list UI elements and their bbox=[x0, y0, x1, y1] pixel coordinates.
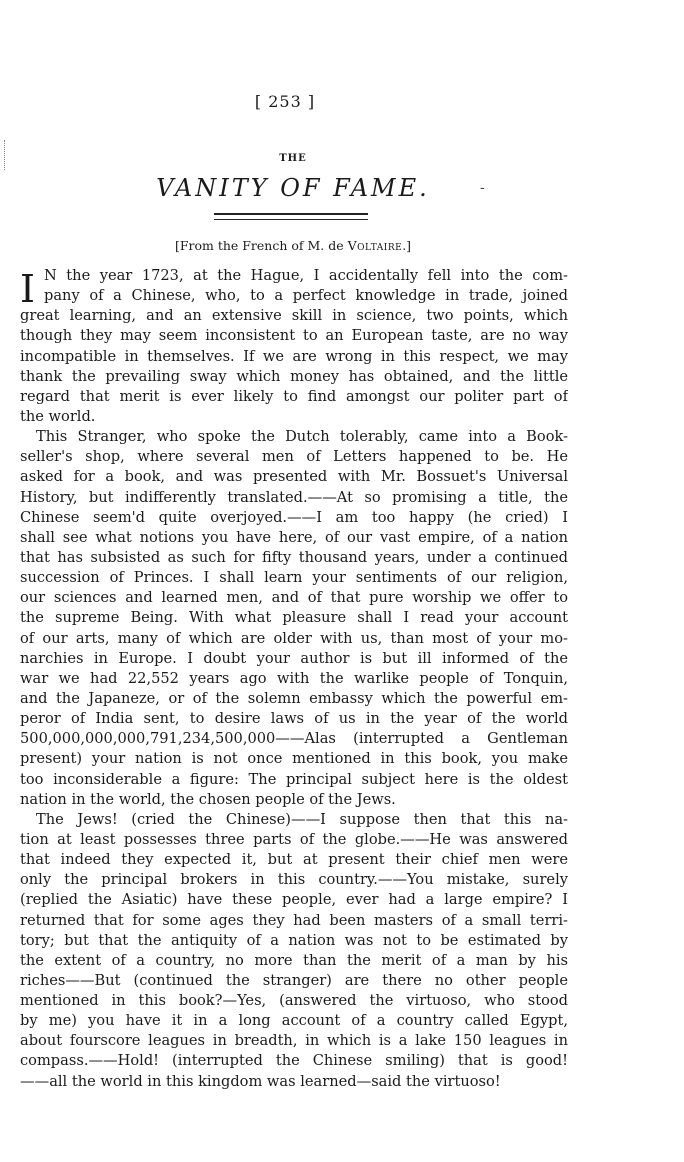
text-line: peror of India sent, to desire laws of us in the year of the world bbox=[20, 710, 568, 728]
text-line: compass.——Hold! (interrupted the Chinese smiling) that is good! bbox=[20, 1052, 568, 1070]
text-line: only the principal brokers in this country.——You mistake, surely bbox=[20, 871, 568, 889]
text-line: too inconsiderable a figure: The principal subject here is the oldest bbox=[20, 770, 568, 788]
text-line: though they may seem inconsistent to an European taste, are no way bbox=[20, 327, 568, 345]
text-line: returned that for some ages they had been masters of a small terri- bbox=[20, 911, 568, 929]
text-line: Chinese seem'd quite overjoyed.——I am too happy (he cried) I bbox=[20, 508, 568, 526]
text-line: of our arts, many of which are older with us, than most of your mo- bbox=[20, 629, 568, 647]
text-line: seller's shop, where several men of Letters happened to be. He bbox=[20, 448, 568, 466]
text-line: about fourscore leagues in breadth, in which is a lake 150 leagues in bbox=[20, 1032, 568, 1050]
page-number: [ 253 ] bbox=[254, 92, 316, 111]
text-line: succession of Princes. I shall learn your sentiments of our religion, bbox=[20, 569, 568, 587]
text-line: narchies in Europe. I doubt your author is but ill informed of the bbox=[20, 649, 568, 667]
title-rule-thin bbox=[214, 219, 368, 220]
text-line: pany of a Chinese, who, to a perfect knowledge in trade, joined bbox=[44, 287, 568, 305]
text-line: that indeed they expected it, but at present their chief men were bbox=[20, 851, 568, 869]
text-line: our sciences and learned men, and of that pure worship we offer to bbox=[20, 589, 568, 607]
title-rule-thick bbox=[214, 213, 368, 215]
text-line: History, but indifferently translated.——At so promising a title, the bbox=[20, 488, 568, 506]
text-line: war we had 22,552 years ago with the warlike people of Tonquin, bbox=[20, 669, 568, 687]
text-line: riches——But (continued the stranger) are there no other people bbox=[20, 971, 568, 989]
text-line: tory; but that the antiquity of a nation was not to be estimated by bbox=[20, 931, 568, 949]
text-line: 500,000,000,000,791,234,500,000——Alas (interrupted a Gentleman bbox=[20, 730, 568, 748]
text-line: regard that merit is ever likely to find amongst our politer part of bbox=[20, 387, 568, 405]
text-line: the world. bbox=[20, 407, 96, 425]
text-line: ——all the world in this kingdom was learned—said the virtuoso! bbox=[20, 1072, 501, 1090]
text-line: thank the prevailing sway which money has obtained, and the little bbox=[20, 367, 568, 385]
title-ornament: - bbox=[480, 180, 485, 196]
article-title: VANITY OF FAME. bbox=[156, 174, 430, 202]
text-line: shall see what notions you have here, of our vast empire, of a nation bbox=[20, 528, 568, 546]
text-line: The Jews! (cried the Chinese)——I suppose then that this na- bbox=[36, 810, 568, 828]
text-line: and the Japaneze, or of the solemn embassy which the powerful em- bbox=[20, 689, 568, 707]
text-line: mentioned in this book?—Yes, (answered the virtuoso, who stood bbox=[20, 992, 568, 1010]
text-line: present) your nation is not once mentioned in this book, you make bbox=[20, 750, 568, 768]
drop-cap: I bbox=[20, 267, 36, 311]
attribution-prefix: [From the French of M. de bbox=[174, 238, 344, 253]
text-line: asked for a book, and was presented with Mr. Bossuet's Universal bbox=[20, 468, 568, 486]
text-line: the extent of a country, no more than the merit of a man by his bbox=[20, 951, 568, 969]
text-line: (replied the Asiatic) have these people, ever had a large empire? I bbox=[20, 891, 568, 909]
text-line: nation in the world, the chosen people of the Jews. bbox=[20, 790, 396, 808]
text-line: This Stranger, who spoke the Dutch tolerably, came into a Book- bbox=[36, 428, 568, 446]
attribution-author: Voltaire bbox=[347, 238, 403, 253]
heading-the: THE bbox=[279, 153, 307, 164]
text-line: by me) you have it in a long account of a country called Egypt, bbox=[20, 1012, 568, 1030]
text-line: N the year 1723, at the Hague, I accidentally fell into the com- bbox=[44, 267, 568, 284]
attribution bbox=[0, 238, 586, 253]
text-line: incompatible in themselves. If we are wrong in this respect, we may bbox=[20, 347, 568, 365]
article-body bbox=[20, 266, 568, 1092]
text-line: tion at least possesses three parts of the globe.——He was answered bbox=[20, 830, 568, 848]
text-line: that has subsisted as such for fifty thousand years, under a continued bbox=[20, 548, 568, 566]
text-line: great learning, and an extensive skill in science, two points, which bbox=[20, 307, 568, 325]
text-line: the supreme Being. With what pleasure shall I read your account bbox=[20, 609, 568, 627]
attribution-suffix: .] bbox=[402, 238, 412, 253]
